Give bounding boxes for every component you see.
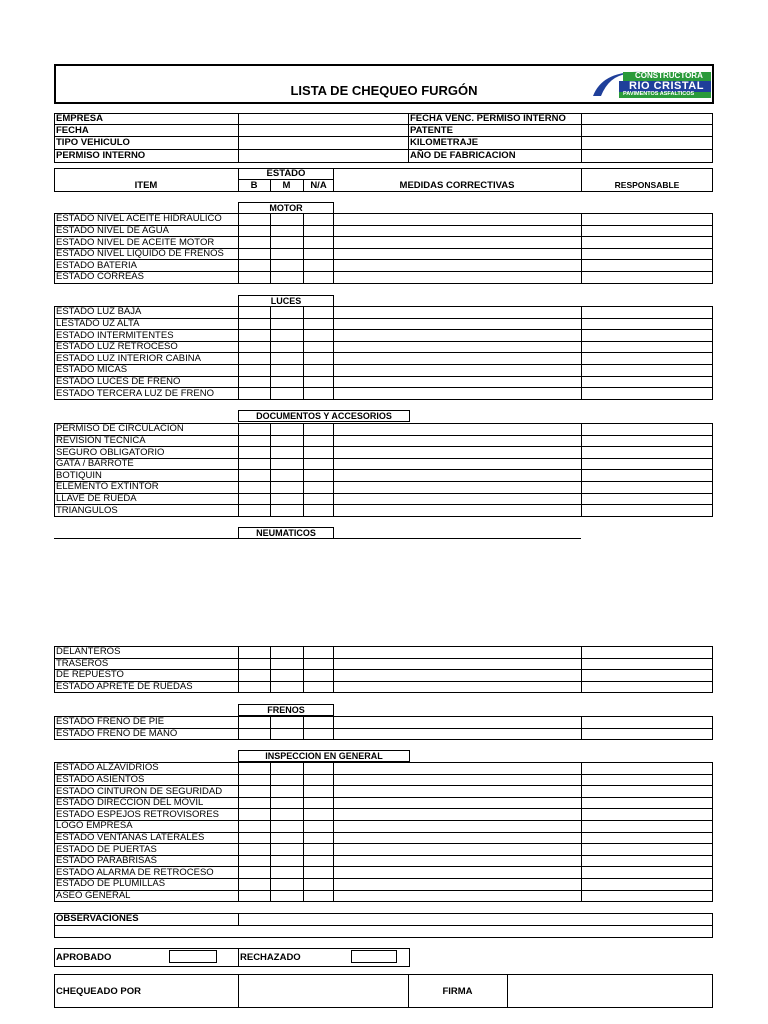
patente-field[interactable] — [582, 125, 712, 136]
responsable-field[interactable] — [582, 424, 713, 435]
b-check[interactable] — [239, 891, 270, 902]
logo-name: RIO CRISTAL — [629, 80, 704, 92]
b-check[interactable] — [239, 447, 270, 458]
b-check[interactable] — [239, 470, 270, 481]
m-check[interactable] — [271, 833, 303, 844]
kilometraje-field[interactable] — [582, 137, 712, 149]
header-label-empresa: EMPRESA — [56, 113, 103, 124]
na-check[interactable] — [304, 844, 333, 855]
m-check[interactable] — [271, 388, 303, 399]
m-check[interactable] — [271, 494, 303, 505]
item-label: PERMISO DE CIRCULACION — [56, 423, 184, 435]
na-check[interactable] — [304, 717, 333, 728]
b-check[interactable] — [239, 436, 270, 447]
na-check[interactable] — [304, 494, 333, 505]
observaciones-label: OBSERVACIONES — [56, 913, 139, 924]
m-check[interactable] — [271, 647, 303, 658]
item-label: ESTADO LUZ RETROCESO — [56, 341, 178, 353]
na-check[interactable] — [304, 682, 333, 693]
m-check[interactable] — [271, 844, 303, 855]
na-check[interactable] — [304, 856, 333, 867]
b-check[interactable] — [239, 856, 270, 867]
b-check[interactable] — [239, 459, 270, 470]
b-check[interactable] — [239, 821, 270, 832]
m-check[interactable] — [271, 786, 303, 797]
item-label: ESTADO TERCERA LUZ DE FRENO — [56, 387, 215, 399]
item-label: ESTADO BATERIA — [56, 259, 137, 271]
b-check[interactable] — [239, 659, 270, 670]
na-check[interactable] — [304, 505, 333, 516]
medidas-field[interactable] — [334, 226, 581, 237]
responsable-field[interactable] — [582, 717, 713, 728]
b-check[interactable] — [239, 879, 270, 890]
section-title: MOTOR — [269, 202, 303, 213]
responsable-field[interactable] — [582, 237, 713, 248]
medidas-field[interactable] — [334, 891, 581, 902]
logo-sub-text: PAVIMENTOS ASFALTICOS — [623, 91, 695, 97]
item-label: ESTADO NIVEL DE AGUA — [56, 224, 169, 236]
responsable-field[interactable] — [582, 647, 713, 658]
column-responsable: RESPONSABLE — [614, 180, 680, 190]
responsable-field[interactable] — [582, 459, 713, 470]
medidas-field[interactable] — [334, 377, 581, 388]
m-check[interactable] — [271, 330, 303, 341]
medidas-field[interactable] — [334, 330, 581, 341]
responsable-field[interactable] — [582, 482, 713, 493]
b-check[interactable] — [239, 729, 270, 740]
m-check[interactable] — [271, 272, 303, 283]
m-check[interactable] — [271, 891, 303, 902]
firma-label: FIRMA — [442, 986, 473, 997]
m-check[interactable] — [271, 353, 303, 364]
observaciones-field[interactable] — [239, 914, 712, 925]
section-title: NEUMATICOS — [256, 527, 316, 538]
column-b: B — [250, 180, 258, 191]
na-check[interactable] — [304, 342, 333, 353]
b-check[interactable] — [239, 260, 270, 271]
responsable-field[interactable] — [582, 307, 713, 318]
medidas-field[interactable] — [334, 388, 581, 399]
m-check[interactable] — [271, 377, 303, 388]
medidas-field[interactable] — [334, 459, 581, 470]
item-label: ESTADO FRENO DE MANO — [56, 727, 178, 739]
na-check[interactable] — [304, 809, 333, 820]
item-label: SEGURO OBLIGATORIO — [56, 446, 165, 458]
m-check[interactable] — [271, 505, 303, 516]
item-label: ESTADO DIRECCION DEL MOVIL — [56, 797, 204, 809]
responsable-field[interactable] — [582, 353, 713, 364]
m-check[interactable] — [271, 482, 303, 493]
medidas-field[interactable] — [334, 879, 581, 890]
b-check[interactable] — [239, 717, 270, 728]
header-label-patente: PATENTE — [410, 125, 453, 136]
b-check[interactable] — [239, 505, 270, 516]
rechazado-checkbox[interactable] — [351, 950, 397, 963]
responsable-field[interactable] — [582, 342, 713, 353]
section-title: INSPECCION EN GENERAL — [265, 750, 383, 761]
item-label: ESTADO NIVEL ACEITE HIDRAULICO — [56, 213, 222, 225]
company-logo — [583, 66, 713, 98]
na-check[interactable] — [304, 353, 333, 364]
b-check[interactable] — [239, 424, 270, 435]
b-check[interactable] — [239, 809, 270, 820]
header-label-ano-fabricacion: AÑO DE FABRICACION — [410, 150, 516, 161]
m-check[interactable] — [271, 447, 303, 458]
b-check[interactable] — [239, 775, 270, 786]
permiso-interno-field[interactable] — [239, 150, 408, 162]
m-check[interactable] — [271, 260, 303, 271]
m-check[interactable] — [271, 307, 303, 318]
fecha-venc-field[interactable] — [582, 114, 712, 124]
medidas-field[interactable] — [334, 505, 581, 516]
medidas-field[interactable] — [334, 307, 581, 318]
responsable-field[interactable] — [582, 226, 713, 237]
m-check[interactable] — [271, 436, 303, 447]
responsable-field[interactable] — [582, 763, 713, 774]
item-label: LESTADO UZ ALTA — [56, 317, 140, 329]
b-check[interactable] — [239, 342, 270, 353]
item-label: ESTADO ASIENTOS — [56, 773, 145, 785]
responsable-field[interactable] — [582, 436, 713, 447]
medidas-field[interactable] — [334, 319, 581, 330]
b-check[interactable] — [239, 226, 270, 237]
item-label: ESTADO NIVEL DE ACEITE MOTOR — [56, 236, 215, 248]
responsable-field[interactable] — [582, 365, 713, 376]
responsable-field[interactable] — [582, 844, 713, 855]
medidas-field[interactable] — [334, 670, 581, 681]
responsable-field[interactable] — [582, 319, 713, 330]
na-check[interactable] — [304, 272, 333, 283]
b-check[interactable] — [239, 272, 270, 283]
firma-field[interactable] — [508, 975, 712, 1007]
b-check[interactable] — [239, 365, 270, 376]
m-check[interactable] — [271, 424, 303, 435]
na-check[interactable] — [304, 729, 333, 740]
item-label: ESTADO PARABRISAS — [56, 855, 158, 867]
item-label: LLAVE DE RUEDA — [56, 492, 137, 504]
na-check[interactable] — [304, 470, 333, 481]
b-check[interactable] — [239, 867, 270, 878]
medidas-field[interactable] — [334, 436, 581, 447]
b-check[interactable] — [239, 237, 270, 248]
medidas-field[interactable] — [334, 272, 581, 283]
item-label: DE REPUESTO — [56, 669, 124, 681]
b-check[interactable] — [239, 494, 270, 505]
chequeado-por-label: CHEQUEADO POR — [56, 986, 141, 997]
na-check[interactable] — [304, 459, 333, 470]
item-label: ESTADO LUZ INTERIOR CABINA — [56, 352, 201, 364]
item-label: ESTADO LUCES DE FRENO — [56, 375, 181, 387]
b-check[interactable] — [239, 330, 270, 341]
item-label: LOGO EMPRESA — [56, 820, 133, 832]
m-check[interactable] — [271, 237, 303, 248]
medidas-field[interactable] — [334, 470, 581, 481]
item-label: ESTADO ESPEJOS RETROVISORES — [56, 808, 219, 820]
section-title: LUCES — [270, 295, 302, 306]
responsable-field[interactable] — [582, 798, 713, 809]
rechazado-label: RECHAZADO — [240, 952, 301, 963]
na-check[interactable] — [304, 798, 333, 809]
m-check[interactable] — [271, 717, 303, 728]
responsable-field[interactable] — [582, 470, 713, 481]
b-check[interactable] — [239, 833, 270, 844]
m-check[interactable] — [271, 226, 303, 237]
empresa-field[interactable] — [239, 114, 408, 124]
item-label: ESTADO CORREAS — [56, 271, 144, 283]
medidas-field[interactable] — [334, 775, 581, 786]
medidas-field[interactable] — [334, 809, 581, 820]
item-label: ESTADO APRETE DE RUEDAS — [56, 680, 193, 692]
m-check[interactable] — [271, 879, 303, 890]
na-check[interactable] — [304, 330, 333, 341]
b-check[interactable] — [239, 353, 270, 364]
column-estado: ESTADO — [266, 168, 306, 179]
column-medidas-correctivas: MEDIDAS CORRECTIVAS — [399, 180, 515, 191]
ano-fabricacion-field[interactable] — [582, 150, 712, 162]
responsable-field[interactable] — [582, 821, 713, 832]
na-check[interactable] — [304, 226, 333, 237]
m-check[interactable] — [271, 365, 303, 376]
item-label: ESTADO INTERMITENTES — [56, 329, 174, 341]
na-check[interactable] — [304, 647, 333, 658]
medidas-field[interactable] — [334, 659, 581, 670]
item-label: ELEMENTO EXTINTOR — [56, 481, 159, 493]
m-check[interactable] — [271, 729, 303, 740]
item-label: ESTADO ALZAVIDRIOS — [56, 762, 159, 774]
b-check[interactable] — [239, 482, 270, 493]
responsable-field[interactable] — [582, 856, 713, 867]
m-check[interactable] — [271, 763, 303, 774]
column-na: N/A — [310, 180, 327, 191]
item-label: ESTADO LUZ BAJA — [56, 306, 142, 318]
medidas-field[interactable] — [334, 249, 581, 260]
section-title: FRENOS — [267, 704, 305, 715]
na-check[interactable] — [304, 670, 333, 681]
item-label: ESTADO DE PUERTAS — [56, 843, 157, 855]
item-label: TRIANGULOS — [56, 504, 118, 516]
m-check[interactable] — [271, 798, 303, 809]
m-check[interactable] — [271, 249, 303, 260]
header-label-tipo-vehiculo: TIPO VEHICULO — [56, 137, 130, 148]
header-label-permiso-interno: PERMISO INTERNO — [56, 150, 146, 161]
fecha-field[interactable] — [239, 125, 408, 136]
medidas-field[interactable] — [334, 844, 581, 855]
responsable-field[interactable] — [582, 775, 713, 786]
m-check[interactable] — [271, 659, 303, 670]
na-check[interactable] — [304, 319, 333, 330]
na-check[interactable] — [304, 891, 333, 902]
responsable-field[interactable] — [582, 879, 713, 890]
m-check[interactable] — [271, 670, 303, 681]
item-label: ESTADO FRENO DE PIE — [56, 716, 165, 728]
medidas-field[interactable] — [334, 798, 581, 809]
medidas-field[interactable] — [334, 342, 581, 353]
responsable-field[interactable] — [582, 809, 713, 820]
medidas-field[interactable] — [334, 717, 581, 728]
m-check[interactable] — [271, 682, 303, 693]
b-check[interactable] — [239, 307, 270, 318]
m-check[interactable] — [271, 821, 303, 832]
responsable-field[interactable] — [582, 377, 713, 388]
observaciones-field-2[interactable] — [55, 926, 712, 937]
b-check[interactable] — [239, 682, 270, 693]
chequeado-por-field[interactable] — [239, 975, 408, 1007]
m-check[interactable] — [271, 459, 303, 470]
responsable-field[interactable] — [582, 786, 713, 797]
na-check[interactable] — [304, 424, 333, 435]
item-label: GATA / BARROTE — [56, 458, 134, 470]
medidas-field[interactable] — [334, 856, 581, 867]
na-check[interactable] — [304, 436, 333, 447]
item-label: ESTADO ALARMA DE RETROCESO — [56, 866, 214, 878]
m-check[interactable] — [271, 342, 303, 353]
na-check[interactable] — [304, 260, 333, 271]
na-check[interactable] — [304, 482, 333, 493]
medidas-field[interactable] — [334, 833, 581, 844]
medidas-field[interactable] — [334, 353, 581, 364]
na-check[interactable] — [304, 659, 333, 670]
m-check[interactable] — [271, 319, 303, 330]
responsable-field[interactable] — [582, 388, 713, 399]
aprobado-label: APROBADO — [56, 952, 112, 963]
b-check[interactable] — [239, 763, 270, 774]
header-label-kilometraje: KILOMETRAJE — [410, 137, 479, 148]
na-check[interactable] — [304, 867, 333, 878]
na-check[interactable] — [304, 377, 333, 388]
b-check[interactable] — [239, 844, 270, 855]
logo-top-text: CONSTRUCTORA — [635, 71, 703, 80]
b-check[interactable] — [239, 388, 270, 399]
m-check[interactable] — [271, 470, 303, 481]
na-check[interactable] — [304, 775, 333, 786]
item-label: DELANTEROS — [56, 646, 121, 658]
medidas-field[interactable] — [334, 821, 581, 832]
responsable-field[interactable] — [582, 833, 713, 844]
medidas-field[interactable] — [334, 482, 581, 493]
b-check[interactable] — [239, 786, 270, 797]
b-check[interactable] — [239, 647, 270, 658]
b-check[interactable] — [239, 798, 270, 809]
medidas-field[interactable] — [334, 447, 581, 458]
na-check[interactable] — [304, 249, 333, 260]
tipo-vehiculo-field[interactable] — [239, 137, 408, 149]
na-check[interactable] — [304, 833, 333, 844]
b-check[interactable] — [239, 319, 270, 330]
item-label: ASEO GENERAL — [56, 889, 131, 901]
responsable-field[interactable] — [582, 214, 713, 225]
medidas-field[interactable] — [334, 494, 581, 505]
medidas-field[interactable] — [334, 682, 581, 693]
page-title: LISTA DE CHEQUEO FURGÓN — [290, 83, 478, 98]
na-check[interactable] — [304, 821, 333, 832]
item-label: ESTADO NIVEL LIQUIDO DE FRENOS — [56, 248, 224, 260]
na-check[interactable] — [304, 365, 333, 376]
header-label-fecha-venc: FECHA VENC. PERMISO INTERNO — [410, 113, 566, 124]
m-check[interactable] — [271, 775, 303, 786]
item-label: ESTADO DE PLUMILLAS — [56, 878, 166, 890]
responsable-field[interactable] — [582, 249, 713, 260]
medidas-field[interactable] — [334, 647, 581, 658]
responsable-field[interactable] — [582, 670, 713, 681]
responsable-field[interactable] — [582, 272, 713, 283]
na-check[interactable] — [304, 214, 333, 225]
medidas-field[interactable] — [334, 867, 581, 878]
section-title: DOCUMENTOS Y ACCESORIOS — [256, 410, 392, 421]
responsable-field[interactable] — [582, 659, 713, 670]
responsable-field[interactable] — [582, 494, 713, 505]
item-label: TRASEROS — [56, 657, 109, 669]
na-check[interactable] — [304, 447, 333, 458]
m-check[interactable] — [271, 809, 303, 820]
item-label: ESTADO CINTURON DE SEGURIDAD — [56, 785, 223, 797]
na-check[interactable] — [304, 307, 333, 318]
responsable-field[interactable] — [582, 447, 713, 458]
medidas-field[interactable] — [334, 237, 581, 248]
b-check[interactable] — [239, 377, 270, 388]
responsable-field[interactable] — [582, 330, 713, 341]
na-check[interactable] — [304, 237, 333, 248]
column-item: ITEM — [134, 180, 158, 191]
responsable-field[interactable] — [582, 505, 713, 516]
item-label: REVISION TECNICA — [56, 434, 146, 446]
medidas-field[interactable] — [334, 786, 581, 797]
responsable-field[interactable] — [582, 729, 713, 740]
medidas-field[interactable] — [334, 763, 581, 774]
b-check[interactable] — [239, 214, 270, 225]
m-check[interactable] — [271, 214, 303, 225]
medidas-field[interactable] — [334, 214, 581, 225]
medidas-field[interactable] — [334, 260, 581, 271]
responsable-field[interactable] — [582, 891, 713, 902]
na-check[interactable] — [304, 763, 333, 774]
medidas-field[interactable] — [334, 729, 581, 740]
responsable-field[interactable] — [582, 867, 713, 878]
medidas-field[interactable] — [334, 365, 581, 376]
item-label: BOTIQUIN — [56, 469, 102, 481]
na-check[interactable] — [304, 786, 333, 797]
na-check[interactable] — [304, 388, 333, 399]
b-check[interactable] — [239, 670, 270, 681]
neumaticos-divider — [54, 538, 581, 539]
aprobado-checkbox[interactable] — [169, 950, 217, 963]
na-check[interactable] — [304, 879, 333, 890]
medidas-field[interactable] — [334, 424, 581, 435]
b-check[interactable] — [239, 249, 270, 260]
responsable-field[interactable] — [582, 260, 713, 271]
column-m: M — [282, 180, 291, 191]
item-label: ESTADO MICAS — [56, 364, 128, 376]
m-check[interactable] — [271, 856, 303, 867]
responsable-field[interactable] — [582, 682, 713, 693]
m-check[interactable] — [271, 867, 303, 878]
item-label: ESTADO VENTANAS LATERALES — [56, 831, 205, 843]
header-label-fecha: FECHA — [56, 125, 89, 136]
